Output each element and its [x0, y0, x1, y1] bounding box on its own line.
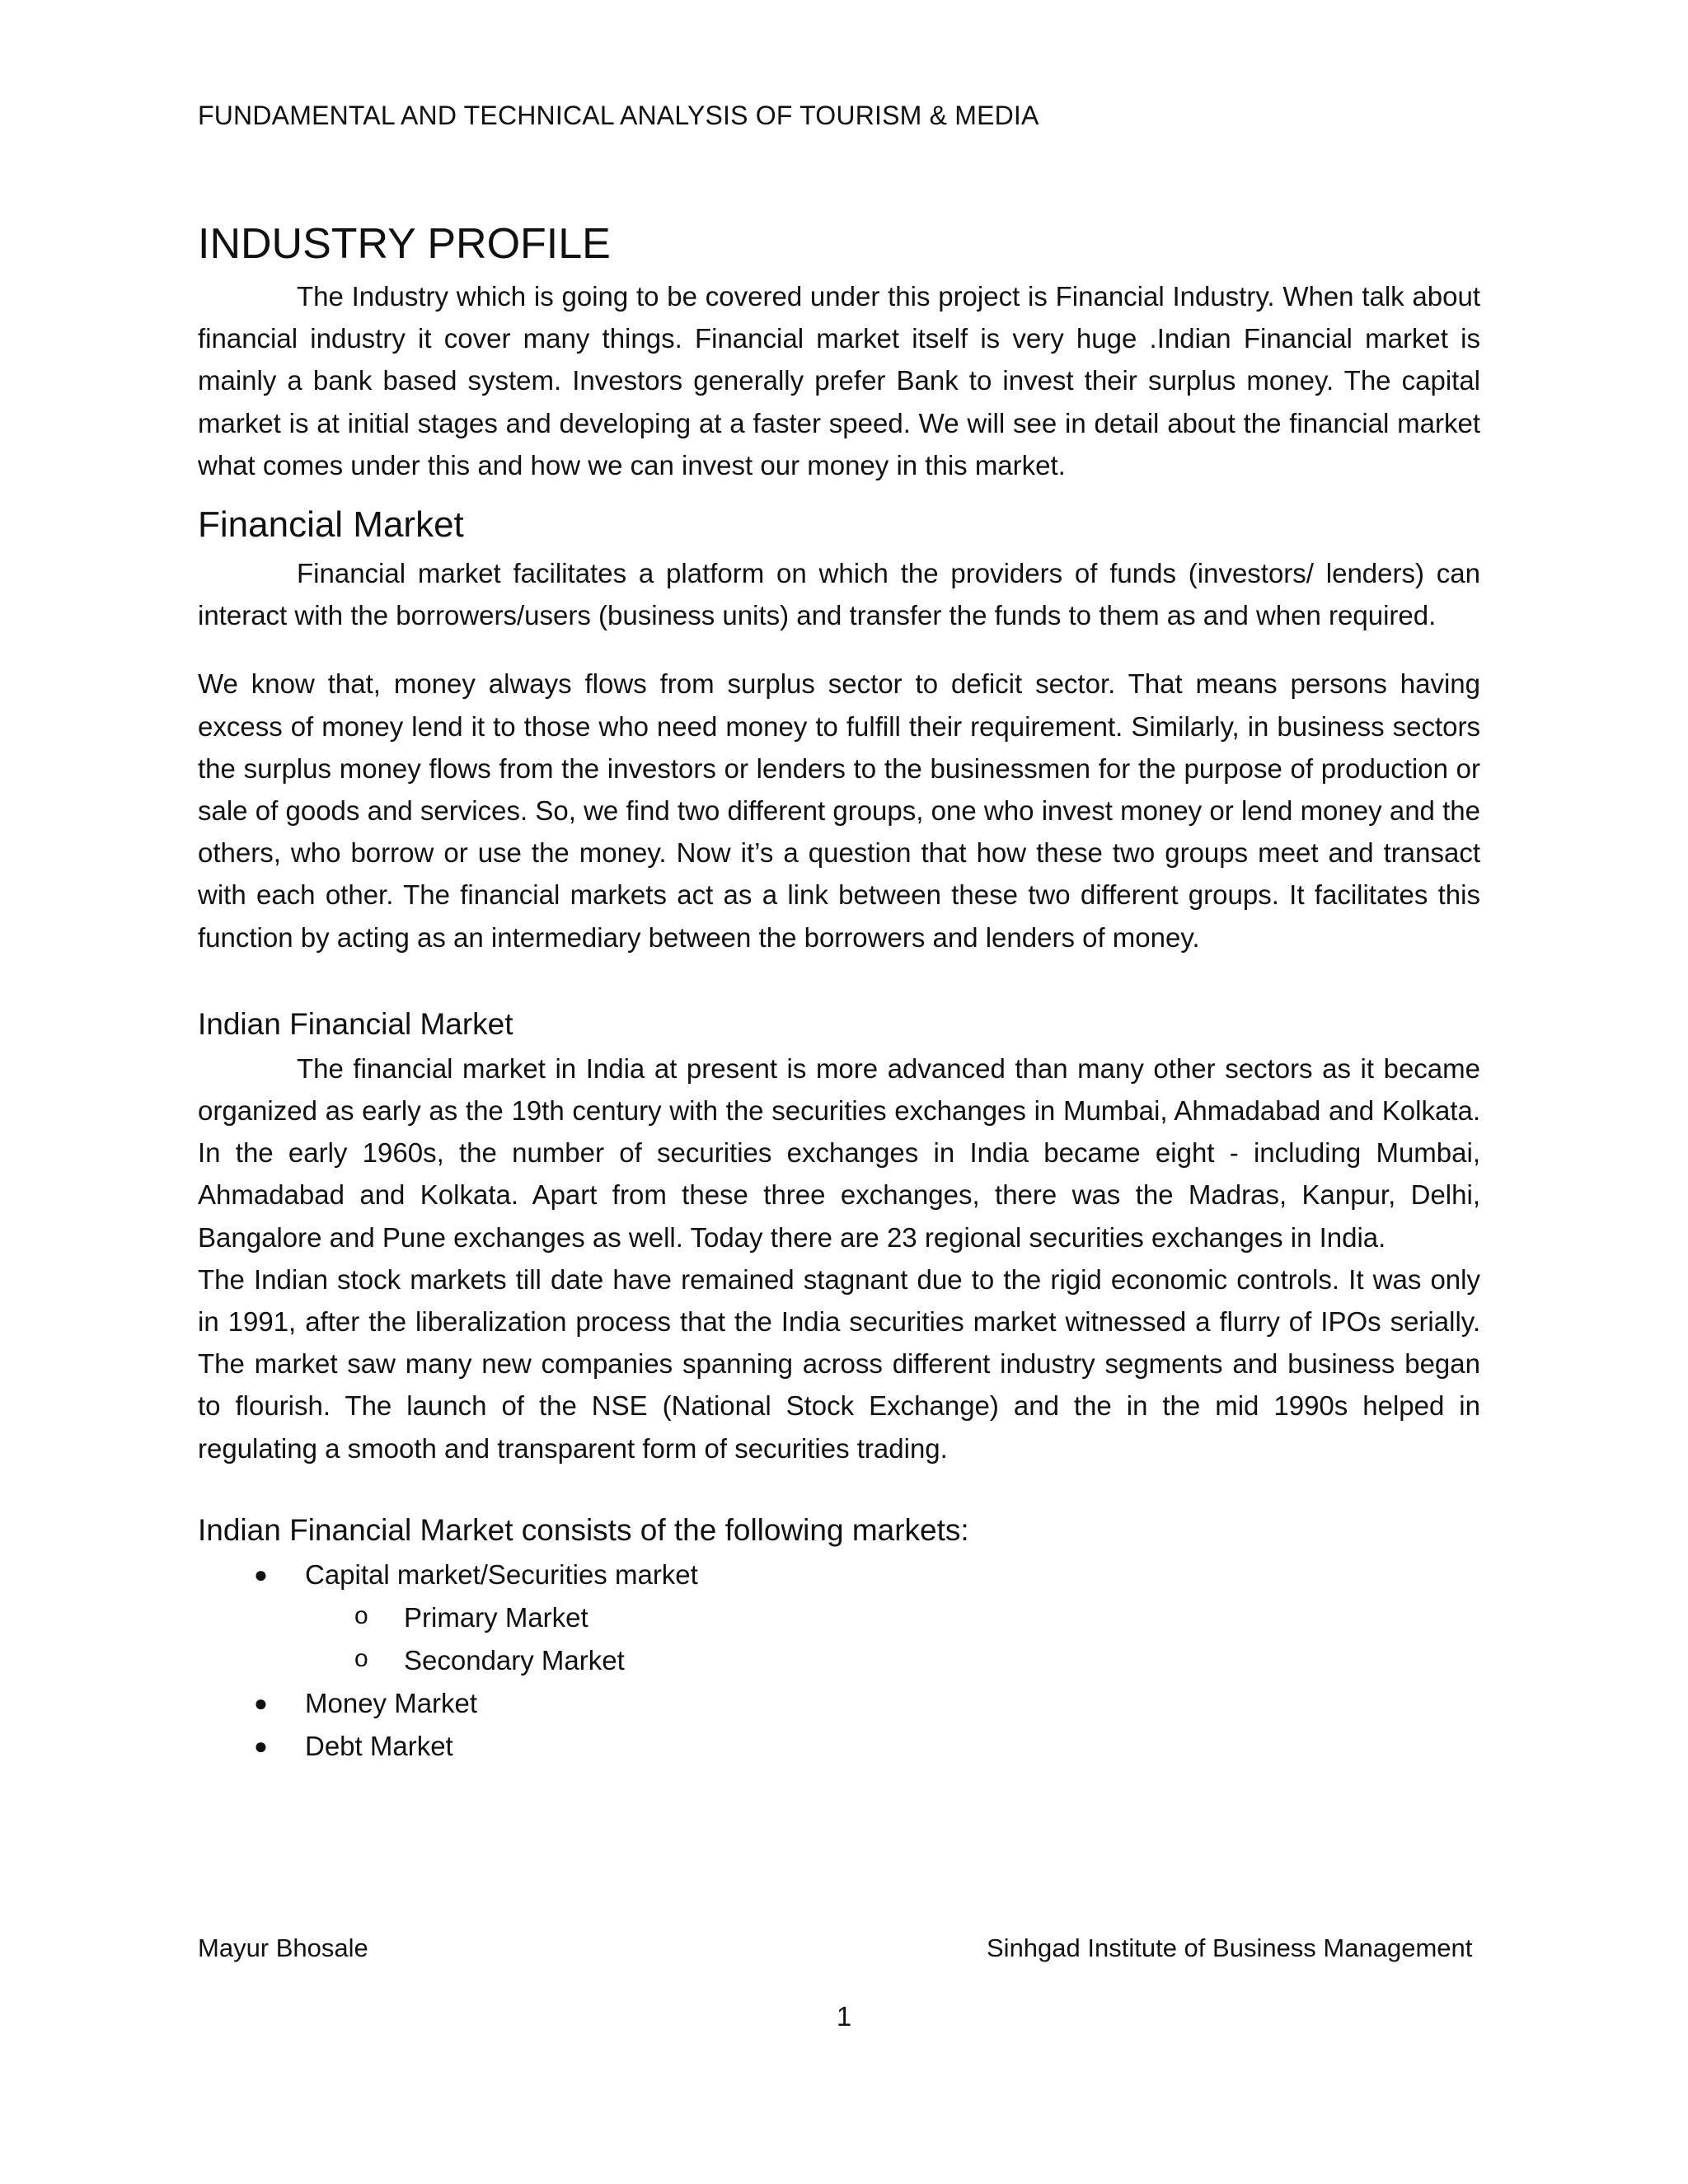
sub-bullet-icon: o: [354, 1644, 368, 1672]
paragraph-indian-financial-market-2: The Indian stock markets till date have remained stagnant due to the rigid economic controls. It was only in 1991, after the liberalization process that the India securities market witnessed a flurry of IPOs serially. The market saw many new companies spanning across different industry segments and business began to flourish. The launch of the NSE (National Stock Exchange) and the in the mid 1990s helped in regulating a smooth and transparent form of securities trading.: [198, 1263, 1480, 1464]
footer-author: Mayur Bhosale: [198, 1933, 368, 1962]
list-item: [198, 1554, 1480, 1596]
markets-list: [198, 1554, 1480, 1768]
list-item: [198, 1682, 1480, 1725]
list-heading-markets: Indian Financial Market consists of the following markets:: [198, 1512, 969, 1547]
paragraph-indian-financial-market-1: The financial market in India at present is more advanced than many other sectors as it became organized as early as the 19th century with the securities exchanges in Mumbai, Ahmadabad and Kolkata. In the early 1960s, the number of securities exchanges in India became eight - including Mumbai, Ahmadabad and Kolkata. Apart from these three exchanges, there was the Madras, Kanpur, Delhi, Bangalore and Pune exchanges as well. Today there are 23 regional securities exchanges in India.: [198, 1052, 1480, 1253]
section-heading-financial-market: Financial Market: [198, 504, 464, 546]
bullet-icon: ●: [254, 1732, 268, 1759]
list-item-label: Primary Market: [404, 1601, 588, 1633]
paragraph-industry-profile: The Industry which is going to be covered under this project is Financial Industry. When talk about financial industry it cover many things. Financial market itself is very huge .Indian Financial market is mainly a bank based system. Investors generally prefer Bank to invest their surplus money. The capital market is at initial stages and developing at a faster speed. We will see in detail about the financial market what comes under this and how we can invest our money in this market.: [198, 281, 1480, 480]
list-item-label: Capital market/Securities market: [305, 1558, 698, 1590]
bullet-icon: ●: [254, 1561, 268, 1587]
paragraph-financial-market-1: Financial market facilitates a platform on which the providers of funds (investors/ lenders) can interact with the borrowers/users (business units) and transfer the funds to them as and when required.: [198, 558, 1480, 631]
section-heading-industry-profile: INDUSTRY PROFILE: [198, 220, 611, 268]
section-heading-indian-financial-market: Indian Financial Market: [198, 1006, 513, 1041]
running-header: FUNDAMENTAL AND TECHNICAL ANALYSIS OF TOURISM & MEDIA: [198, 101, 1039, 130]
footer-institution: Sinhgad Institute of Business Management: [987, 1933, 1473, 1962]
list-item: [198, 1596, 1480, 1639]
page-number: 1: [836, 2001, 852, 2032]
page-content: [198, 213, 1480, 1768]
list-item-label: Debt Market: [305, 1730, 453, 1761]
paragraph-financial-market-2: We know that, money always flows from surplus sector to deficit sector. That means persons having excess of money lend it to those who need money to fulfill their requirement. Similarly, in business sectors the surplus money flows from the investors or lenders to the businessmen for the purpose of production or sale of goods and services. So, we find two different groups, one who invest money or lend money and the others, who borrow or use the money. Now it’s a question that how these two groups meet and transact with each other. The financial markets act as a link between these two different groups. It facilitates this function by acting as an intermediary between the borrowers and lenders of money.: [198, 668, 1480, 953]
bullet-icon: ●: [254, 1690, 268, 1716]
list-item: [198, 1639, 1480, 1682]
sub-bullet-icon: o: [354, 1601, 368, 1629]
list-item: [198, 1725, 1480, 1768]
list-item-label: Money Market: [305, 1687, 478, 1718]
list-item-label: Secondary Market: [404, 1644, 625, 1675]
